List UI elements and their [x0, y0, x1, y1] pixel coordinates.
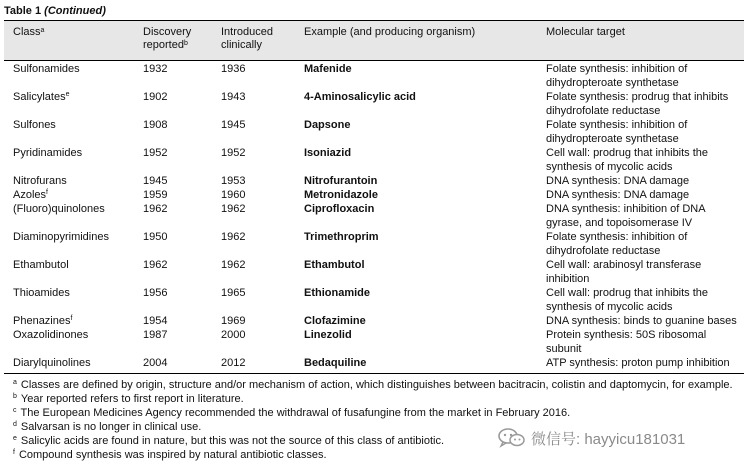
cell-introduced: 1962	[221, 231, 246, 243]
cell-introduced: 1936	[221, 63, 246, 75]
cell-discovery: 1908	[143, 119, 168, 131]
cell-discovery: 1945	[143, 175, 168, 187]
cell-discovery: 1950	[143, 231, 168, 243]
class-name: Oxazolidinones	[13, 329, 89, 341]
cell-introduced: 1962	[221, 203, 246, 215]
target-line1: Protein synthesis: 50S ribosomal	[546, 329, 707, 341]
watermark	[497, 427, 685, 449]
target-line1: Cell wall: prodrug that inhibits the	[546, 287, 709, 299]
cell-discovery: 1932	[143, 63, 168, 75]
target-line2: inhibition	[546, 273, 590, 285]
header-rule	[4, 60, 744, 61]
cell-introduced: 1945	[221, 119, 246, 131]
cell-discovery: 1959	[143, 189, 168, 201]
header-class-label: Class	[13, 26, 41, 38]
cell-class	[13, 356, 138, 370]
cell-target	[546, 230, 744, 258]
cell-example: Nitrofurantoin	[304, 175, 378, 187]
class-footnote: e	[65, 91, 70, 98]
class-footnote: f	[46, 189, 48, 196]
target-line2: synthesis of mycolic acids	[546, 301, 673, 313]
target-line1: DNA synthesis: binds to guanine bases	[546, 315, 737, 327]
cell-target	[546, 286, 744, 314]
cell-class	[13, 230, 138, 244]
header-class-footnote: a	[40, 27, 45, 34]
target-line1: DNA synthesis: DNA damage	[546, 175, 690, 187]
cell-class	[13, 286, 138, 300]
cell-example: Isoniazid	[304, 147, 352, 159]
header-introduced-line1: Introduced	[221, 26, 273, 38]
cell-target	[546, 174, 744, 188]
cell-class	[13, 90, 138, 104]
target-line2: subunit	[546, 343, 582, 355]
table-frame	[4, 3, 744, 468]
watermark-text: 微信号: hayyicu181031	[531, 430, 686, 448]
cell-discovery: 1956	[143, 287, 168, 299]
cell-target	[546, 314, 744, 328]
class-name: Ethambutol	[13, 259, 69, 271]
class-name: Thioamides	[13, 287, 70, 299]
cell-target	[546, 202, 744, 230]
class-name: Diaminopyrimidines	[13, 231, 109, 243]
footnote-a	[13, 378, 743, 392]
cell-example: Metronidazole	[304, 189, 378, 201]
class-footnote: f	[70, 315, 73, 322]
class-name: Pyridinamides	[13, 147, 83, 159]
target-line2: dihydropteroate synthetase	[546, 133, 679, 145]
caption-prefix: Table 1	[4, 5, 42, 17]
table-caption	[4, 3, 106, 19]
cell-target	[546, 146, 744, 174]
cell-target	[546, 328, 744, 356]
target-line1: DNA synthesis: DNA damage	[546, 189, 690, 201]
target-line2: gyrase, and topoisomerase IV	[546, 217, 693, 229]
cell-class	[13, 202, 138, 216]
bottom-rule	[4, 373, 744, 374]
target-line1: Cell wall: prodrug that inhibits the	[546, 147, 709, 159]
table-header	[4, 20, 744, 60]
cell-example: Ethambutol	[304, 259, 365, 271]
class-name: Salicylates	[13, 91, 66, 103]
footnotes	[13, 378, 743, 462]
cell-discovery: 1954	[143, 315, 168, 327]
target-line1: Cell wall: arabinosyl transferase	[546, 259, 702, 271]
target-line1: Folate synthesis: inhibition of	[546, 119, 688, 131]
class-name: (Fluoro)quinolones	[13, 203, 105, 215]
target-line1: Folate synthesis: inhibition of	[546, 63, 688, 75]
class-name: Azoles	[13, 189, 47, 201]
cell-introduced: 1962	[221, 259, 246, 271]
class-name: Sulfones	[13, 119, 56, 131]
cell-introduced: 1960	[221, 189, 246, 201]
header-class	[13, 26, 138, 39]
caption-continued: (Continued)	[44, 5, 106, 17]
cell-class	[13, 62, 138, 76]
target-line1: ATP synthesis: proton pump inhibition	[546, 357, 730, 369]
footnote-mark: f	[13, 449, 15, 456]
footnote-text: Salvarsan is no longer in clinical use.	[20, 421, 202, 433]
target-line1: DNA synthesis: inhibition of DNA	[546, 203, 706, 215]
cell-example: Trimethroprim	[304, 231, 379, 243]
cell-target	[546, 118, 744, 146]
cell-introduced: 1965	[221, 287, 246, 299]
cell-target	[546, 258, 744, 286]
class-name: Sulfonamides	[13, 63, 80, 75]
wechat-icon	[497, 427, 527, 449]
cell-example: Ciprofloxacin	[304, 203, 375, 215]
cell-class	[13, 146, 138, 160]
footnote-text: Classes are defined by origin, structure and/or mechanism of action, which distinguishes between bacitracin, colistin and daptomycin, for example.	[20, 379, 733, 391]
footnote-mark: b	[13, 393, 17, 400]
cell-introduced: 2000	[221, 329, 246, 341]
header-example: Example (and producing organism)	[304, 26, 476, 38]
footnote-mark: c	[13, 407, 17, 414]
header-target: Molecular target	[546, 26, 625, 38]
cell-introduced: 1969	[221, 315, 246, 327]
target-line2: synthesis of mycolic acids	[546, 161, 673, 173]
cell-discovery: 1902	[143, 91, 168, 103]
footnote-mark: a	[13, 379, 17, 386]
cell-example: Clofazimine	[304, 315, 366, 327]
cell-example: Bedaquiline	[304, 357, 367, 369]
header-introduced	[221, 26, 301, 52]
cell-discovery: 1987	[143, 329, 168, 341]
cell-target	[546, 188, 744, 202]
header-introduced-line2: clinically	[221, 39, 262, 51]
target-line2: dihydrofolate reductase	[546, 105, 661, 117]
cell-example: Ethionamide	[304, 287, 371, 299]
cell-class	[13, 314, 138, 328]
cell-discovery: 1952	[143, 147, 168, 159]
cell-class	[13, 174, 138, 188]
header-discovery-footnote: b	[183, 40, 188, 47]
header-discovery	[143, 26, 218, 52]
class-name: Nitrofurans	[13, 175, 67, 187]
footnote-mark: d	[13, 421, 17, 428]
header-discovery-line2: reported	[143, 39, 184, 51]
footnote-text: Compound synthesis was inspired by natural antibiotic classes.	[18, 449, 327, 461]
cell-example: Linezolid	[304, 329, 352, 341]
cell-introduced: 1943	[221, 91, 246, 103]
cell-class	[13, 188, 138, 202]
cell-class	[13, 258, 138, 272]
target-line1: Folate synthesis: inhibition of	[546, 231, 688, 243]
target-line1: Folate synthesis: prodrug that inhibits	[546, 91, 729, 103]
footnote-text: Year reported refers to first report in literature.	[20, 393, 244, 405]
cell-target	[546, 62, 744, 90]
target-line2: dihydrofolate reductase	[546, 245, 661, 257]
cell-discovery: 1962	[143, 203, 168, 215]
class-name: Diarylquinolines	[13, 357, 91, 369]
footnote-c	[13, 406, 743, 420]
cell-example: 4-Aminosalicylic acid	[304, 91, 416, 103]
cell-class	[13, 328, 138, 342]
target-line2: dihydropteroate synthetase	[546, 77, 679, 89]
cell-introduced: 1953	[221, 175, 246, 187]
class-name: Phenazines	[13, 315, 71, 327]
footnote-mark: e	[13, 435, 17, 442]
header-discovery-line1: Discovery	[143, 26, 192, 38]
cell-discovery: 1962	[143, 259, 168, 271]
cell-class	[13, 118, 138, 132]
cell-introduced: 2012	[221, 357, 246, 369]
cell-target	[546, 356, 744, 370]
cell-example: Mafenide	[304, 63, 352, 75]
top-rule	[4, 20, 744, 21]
cell-discovery: 2004	[143, 357, 168, 369]
cell-target	[546, 90, 744, 118]
footnote-b	[13, 392, 743, 406]
footnote-text: Salicylic acids are found in nature, but this was not the source of this class of antibiotic.	[20, 435, 445, 447]
cell-introduced: 1952	[221, 147, 246, 159]
cell-example: Dapsone	[304, 119, 351, 131]
footnote-f	[13, 448, 743, 462]
footnote-text: The European Medicines Agency recommended the withdrawal of fusafungine from the market in February 2016.	[20, 407, 571, 419]
